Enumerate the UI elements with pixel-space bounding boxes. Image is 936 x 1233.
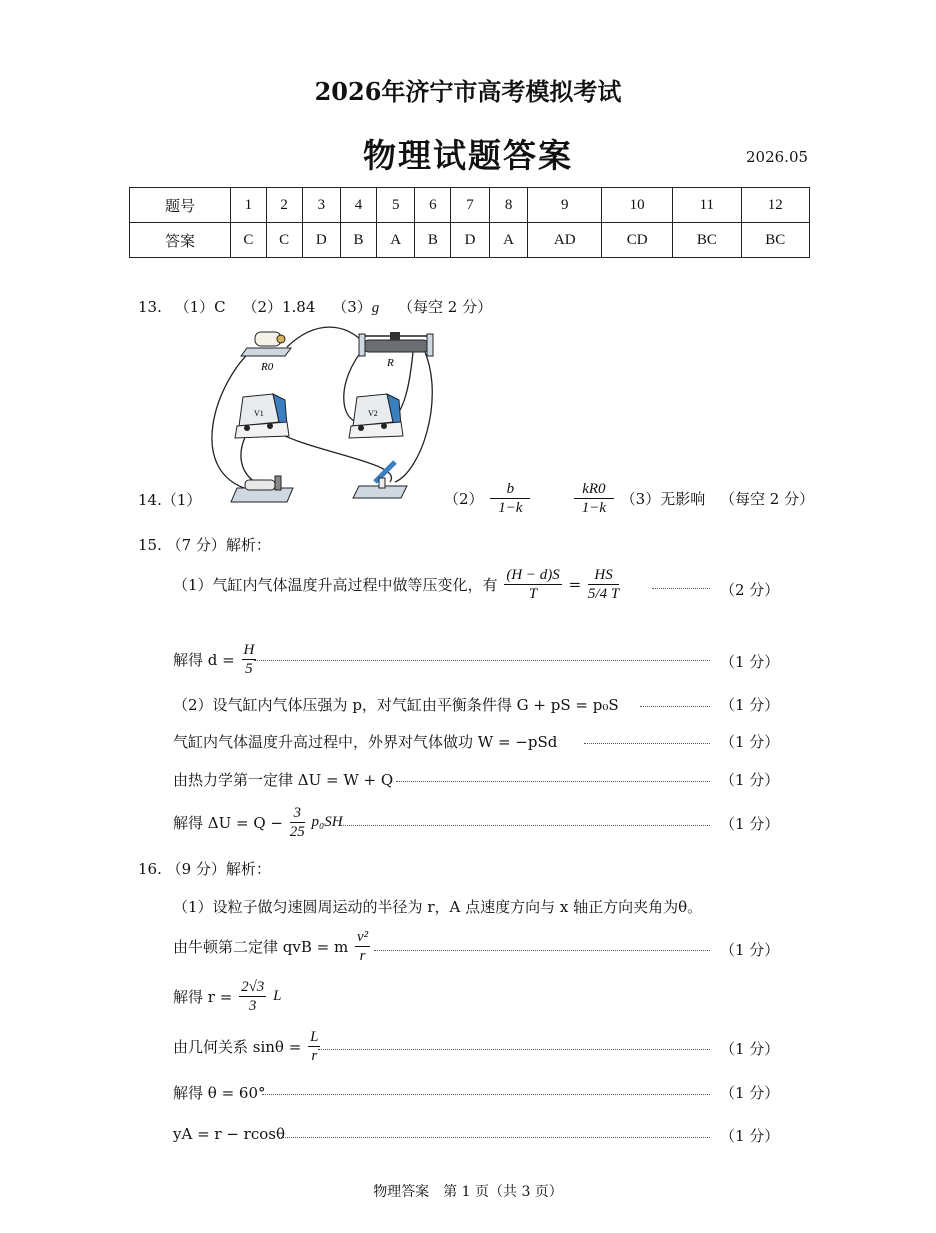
exam-date: 2026.05 xyxy=(746,148,809,166)
q14-frac2 xyxy=(574,480,614,517)
q15-heading: 15. （7 分）解析： xyxy=(138,536,271,554)
q15-line1-frac-left xyxy=(504,566,561,603)
frac-numerator: H xyxy=(243,642,255,658)
q16-line3-text: 解得 r = xyxy=(173,988,233,1006)
frac-denominator: 5/4 T xyxy=(587,586,620,602)
q14-note: （每空 2 分） xyxy=(720,490,815,508)
question-number-cell: 5 xyxy=(376,188,415,223)
q16-line2-score: （1 分） xyxy=(720,941,780,959)
answer-cell: C xyxy=(230,223,266,258)
question-number-cell: 2 xyxy=(266,188,302,223)
q13-part1: （1）C xyxy=(174,298,226,316)
question-number-cell: 9 xyxy=(528,188,602,223)
r0-label: R0 xyxy=(261,361,274,373)
q15-line3-score: （1 分） xyxy=(720,696,780,714)
answer-cell: A xyxy=(489,223,528,258)
q16-line5: 解得 θ = 60° xyxy=(173,1084,266,1102)
row-label: 答案 xyxy=(130,223,231,258)
q16-line1: （1）设粒子做匀速圆周运动的半径为 r，A 点速度方向与 x 轴正方向夹角为θ。 xyxy=(173,898,703,916)
frac-denominator: 5 xyxy=(245,661,253,677)
answer-cell: CD xyxy=(602,223,673,258)
v2-label: V2 xyxy=(368,409,378,418)
question-number-cell: 1 xyxy=(230,188,266,223)
q16-line2-text: 由牛顿第二定律 qvB = m xyxy=(173,938,349,956)
frac-numerator: (H − d)S xyxy=(506,567,560,583)
frac-denominator: 25 xyxy=(289,824,305,840)
page-title: 物理试题答案 xyxy=(363,136,573,175)
q15-line4-score: （1 分） xyxy=(720,733,780,751)
frac-denominator: r xyxy=(311,1048,318,1064)
rheostat-label: R xyxy=(387,357,394,369)
frac-numerator: v² xyxy=(356,929,369,945)
q16-line4-text: 由几何关系 sinθ = xyxy=(173,1038,302,1056)
frac-numerator: 3 xyxy=(290,804,305,823)
q16-line4-frac xyxy=(308,1028,320,1065)
frac-denominator: r xyxy=(359,948,366,964)
q16-line6: yA = r − rcosθ xyxy=(173,1125,286,1143)
answer-cell: AD xyxy=(528,223,602,258)
q15-line5: 由热力学第一定律 ΔU = W + Q xyxy=(173,771,394,789)
question-number-cell: 12 xyxy=(741,188,809,223)
answer-cell: BC xyxy=(741,223,809,258)
frac-numerator: 2√3 xyxy=(241,979,265,995)
q15-line6 xyxy=(173,804,343,841)
q16-line2 xyxy=(173,928,372,965)
q16-line3-tail: L xyxy=(273,988,282,1004)
q16-line5-score: （1 分） xyxy=(720,1084,780,1102)
table-row-answers xyxy=(130,223,810,258)
q15-line6-frac xyxy=(290,804,305,841)
question-number-cell: 3 xyxy=(302,188,341,223)
q13-number: 13. xyxy=(138,298,162,316)
q15-line2 xyxy=(173,641,258,678)
row-label: 题号 xyxy=(130,188,231,223)
answer-cell: B xyxy=(341,223,377,258)
q13-part3: （3） xyxy=(332,298,372,316)
q16-line4 xyxy=(173,1028,322,1065)
q14-part2: （2） xyxy=(444,490,484,508)
question-number-cell: 7 xyxy=(451,188,490,223)
q15-line5-score: （1 分） xyxy=(720,771,780,789)
question-number-cell: 4 xyxy=(341,188,377,223)
q15-line6-score: （1 分） xyxy=(720,815,780,833)
circuit-diagram xyxy=(195,322,445,512)
q15-line1: （1）气缸内气体温度升高过程中做等压变化，有 $\frac{(H - d)S}{T}$ = $\frac{HS}{5/4 T}$ xyxy=(173,567,620,602)
battery-icon xyxy=(231,476,293,502)
q15-line1-frac-right xyxy=(588,566,619,603)
q15-line1-score: （2 分） xyxy=(720,581,780,599)
q15-line4: 气缸内气体温度升高过程中，外界对气体做功 W = −pSd xyxy=(173,733,558,751)
answer-table xyxy=(129,187,810,258)
q14-answers xyxy=(444,480,814,517)
exam-title: 2026年济宁市高考模拟考试 xyxy=(314,77,622,106)
frac-numerator: HS xyxy=(588,566,619,585)
q16-line2-frac xyxy=(355,928,370,965)
answer-cell: D xyxy=(302,223,341,258)
q16-line4-score: （1 分） xyxy=(720,1040,780,1058)
q14-frac2-num: kR0 xyxy=(574,480,614,499)
q14-frac1-den: 1−k xyxy=(498,500,523,516)
q16-line3 xyxy=(173,978,281,1015)
q15-line2-score: （1 分） xyxy=(720,653,780,671)
q13-line xyxy=(138,296,492,317)
q14-frac1 xyxy=(490,480,530,517)
frac-denominator: 3 xyxy=(248,998,257,1014)
question-number-cell: 10 xyxy=(602,188,673,223)
q14-number: 14.（1） xyxy=(138,491,202,509)
answer-cell: D xyxy=(451,223,490,258)
q16-heading: 16. （9 分）解析： xyxy=(138,860,271,878)
frac-denominator: T xyxy=(528,586,538,602)
frac-numerator: L xyxy=(310,1029,319,1045)
q15-line1-text: （1）气缸内气体温度升高过程中做等压变化，有 xyxy=(173,576,498,594)
table-row-numbers xyxy=(130,188,810,223)
q15-line3: （2）设气缸内气体压强为 p，对气缸由平衡条件得 G + pS = p₀S xyxy=(173,696,619,714)
q13-note: （每空 2 分） xyxy=(398,298,493,316)
answer-cell: C xyxy=(266,223,302,258)
q14-frac2-den: 1−k xyxy=(581,500,607,516)
rheostat-icon xyxy=(359,332,433,356)
answer-cell: A xyxy=(376,223,415,258)
page-footer: 物理答案 第 1 页（共 3 页） xyxy=(373,1184,563,1200)
q14-part3: （3）无影响 xyxy=(620,490,706,508)
question-number-cell: 8 xyxy=(489,188,528,223)
q13-part3-var: g xyxy=(371,300,380,316)
r0-resistor-icon xyxy=(241,332,291,356)
answer-cell: BC xyxy=(673,223,741,258)
v1-label: V1 xyxy=(254,409,264,418)
q16-line3-frac xyxy=(239,978,266,1015)
q13-part2: （2）1.84 xyxy=(242,298,316,316)
q15-line2-text: 解得 d = xyxy=(173,651,235,669)
q15-line6-tail: p₀SH xyxy=(311,814,343,830)
q16-line6-score: （1 分） xyxy=(720,1127,780,1145)
q15-line6-text: 解得 ΔU = Q − xyxy=(173,814,283,832)
answer-cell: B xyxy=(415,223,451,258)
q14-frac1-num: b xyxy=(490,480,530,499)
question-number-cell: 6 xyxy=(415,188,451,223)
question-number-cell: 11 xyxy=(673,188,741,223)
